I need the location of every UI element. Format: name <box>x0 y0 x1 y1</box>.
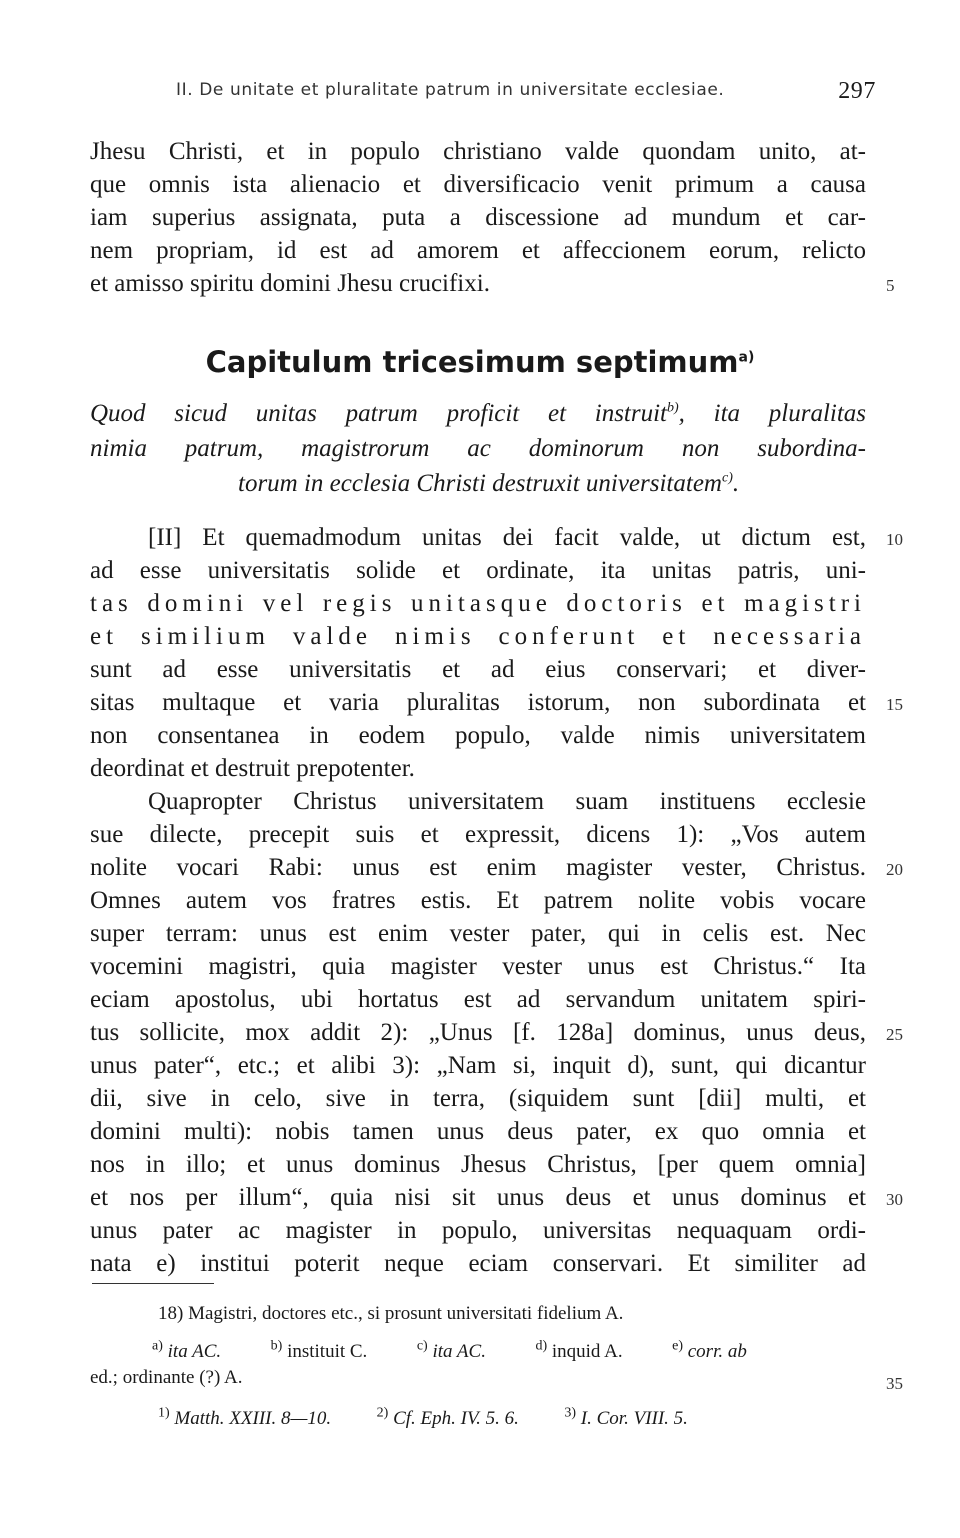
line-number: 25 <box>886 1025 903 1044</box>
text-line: que omnis ista alienacio et diversificacio venit primum a causa <box>90 171 866 198</box>
line-number: 10 <box>886 530 903 549</box>
text-line: Jhesu Christi, et in populo christiano valde quondam unito, at- <box>90 138 866 165</box>
text-line: [II] Et quemadmodum unitas dei facit valde, ut dictum est, <box>148 524 866 551</box>
text-line: unus pater“, etc.; et alibi 3): „Nam si, inquit d), sunt, qui dicantur <box>90 1052 866 1079</box>
text-line: Quapropter Christus universitatem suam instituens ecclesie <box>148 788 866 815</box>
footnote-line: ed.; ordinante (?) A. <box>90 1367 243 1388</box>
text-line: nos in illo; et unus dominus Jhesus Christus, [per quem omnia] <box>90 1151 866 1178</box>
footnote-ref: b) <box>667 400 679 416</box>
footnote-variant: 18) Magistri, doctores etc., si prosunt universitati fidelium A. <box>158 1303 624 1324</box>
summary-line: Quod sicud unitas patrum proficit et instruit$^{b)}$, ita pluralitas <box>90 400 867 427</box>
text-line: nem propriam, id est ad amorem et affeccionem eorum, relicto <box>90 237 866 264</box>
text-line: et nos per illum“, quia nisi sit unus deus et unus dominus et <box>90 1184 866 1211</box>
text-line: vocemini magistri, quia magister vester unus est Christus.“ Ita <box>90 953 866 980</box>
line-number: 30 <box>886 1190 903 1209</box>
chapter-title: Capitulum tricesimum septimum <box>205 345 739 379</box>
text-line: et similium valde nimis conferunt et necessaria <box>90 623 866 650</box>
text-line: tus sollicite, mox addit 2): „Unus [f. 128a] dominus, unus deus, <box>90 1019 866 1046</box>
line-number: 5 <box>886 276 895 295</box>
text-line: dii, sive in celo, sive in terra, (siquidem sunt [dii] multi, et <box>90 1085 866 1112</box>
line-number: 15 <box>886 695 903 714</box>
text-line: unus pater ac magister in populo, universitas nequaquam ordi- <box>90 1217 866 1244</box>
text-line: iam superius assignata, puta a discessione ad mundum et car- <box>90 204 866 231</box>
chapter-heading <box>0 345 960 379</box>
text-line: sue dilecte, precepit suis et expressit, dicens 1): „Vos autem <box>90 821 866 848</box>
text-line: sunt ad esse universitatis et ad eius conservari; et diver- <box>90 656 866 683</box>
footnote-line: $^{1)}$ Matth. XXIII. 8—10. $^{2)}$ Cf. Eph. IV. 5. 6. $^{3)}$ I. Cor. VIII. 5. <box>158 1405 688 1429</box>
text-line: eciam apostolus, ubi hortatus est ad servandum unitatem spiri- <box>90 986 866 1013</box>
text-line: Omnes autem vos fratres estis. Et patrem nolite vobis vocare <box>90 887 866 914</box>
text-line: tas domini vel regis unitasque doctoris et magistri <box>90 590 866 617</box>
line-number: 20 <box>886 860 903 879</box>
running-title: II. De unitate et pluralitate patrum in universitate ecclesiae. <box>176 80 725 100</box>
text-line: super terram: unus est enim vester pater, qui in celis est. Nec <box>90 920 866 947</box>
page-number: 297 <box>838 78 876 104</box>
text-line: ad esse universitatis solide et ordinate, ita unitas patris, uni- <box>90 557 866 584</box>
text-line: nata e) institui poterit neque eciam conservari. Et similiter ad <box>90 1250 866 1277</box>
text-line: et amisso spiritu domini Jhesu crucifixi. <box>90 270 490 297</box>
footnote-ref: c) <box>721 470 733 486</box>
text-line: deordinat et destruit prepotenter. <box>90 755 415 782</box>
text-line: sitas multaque et varia pluralitas istorum, non subordinata et <box>90 689 866 716</box>
text-line: domini multi): nobis tamen unus deus pater, ex quo omnia et <box>90 1118 866 1145</box>
footnote-line: $^{a)}$ ita AC. $^{b)}$ instituit C. $^{c)}$ ita AC. $^{d)}$ inquid A. $^{e)}$ corr. ab <box>152 1338 747 1362</box>
text-line: non consentanea in eodem populo, valde nimis universitatem <box>90 722 866 749</box>
footnote-divider <box>92 1283 214 1284</box>
line-number: 35 <box>886 1374 903 1393</box>
summary-line: nimia patrum, magistrorum ac dominorum non subordina- <box>90 435 866 462</box>
text-line: nolite vocari Rabi: unus est enim magister vester, Christus. <box>90 854 866 881</box>
running-header <box>176 78 876 104</box>
summary-line: torum in ecclesia Christi destruxit universitatem$^{c)}$. <box>238 470 740 497</box>
footnote-ref: a) <box>738 349 755 366</box>
